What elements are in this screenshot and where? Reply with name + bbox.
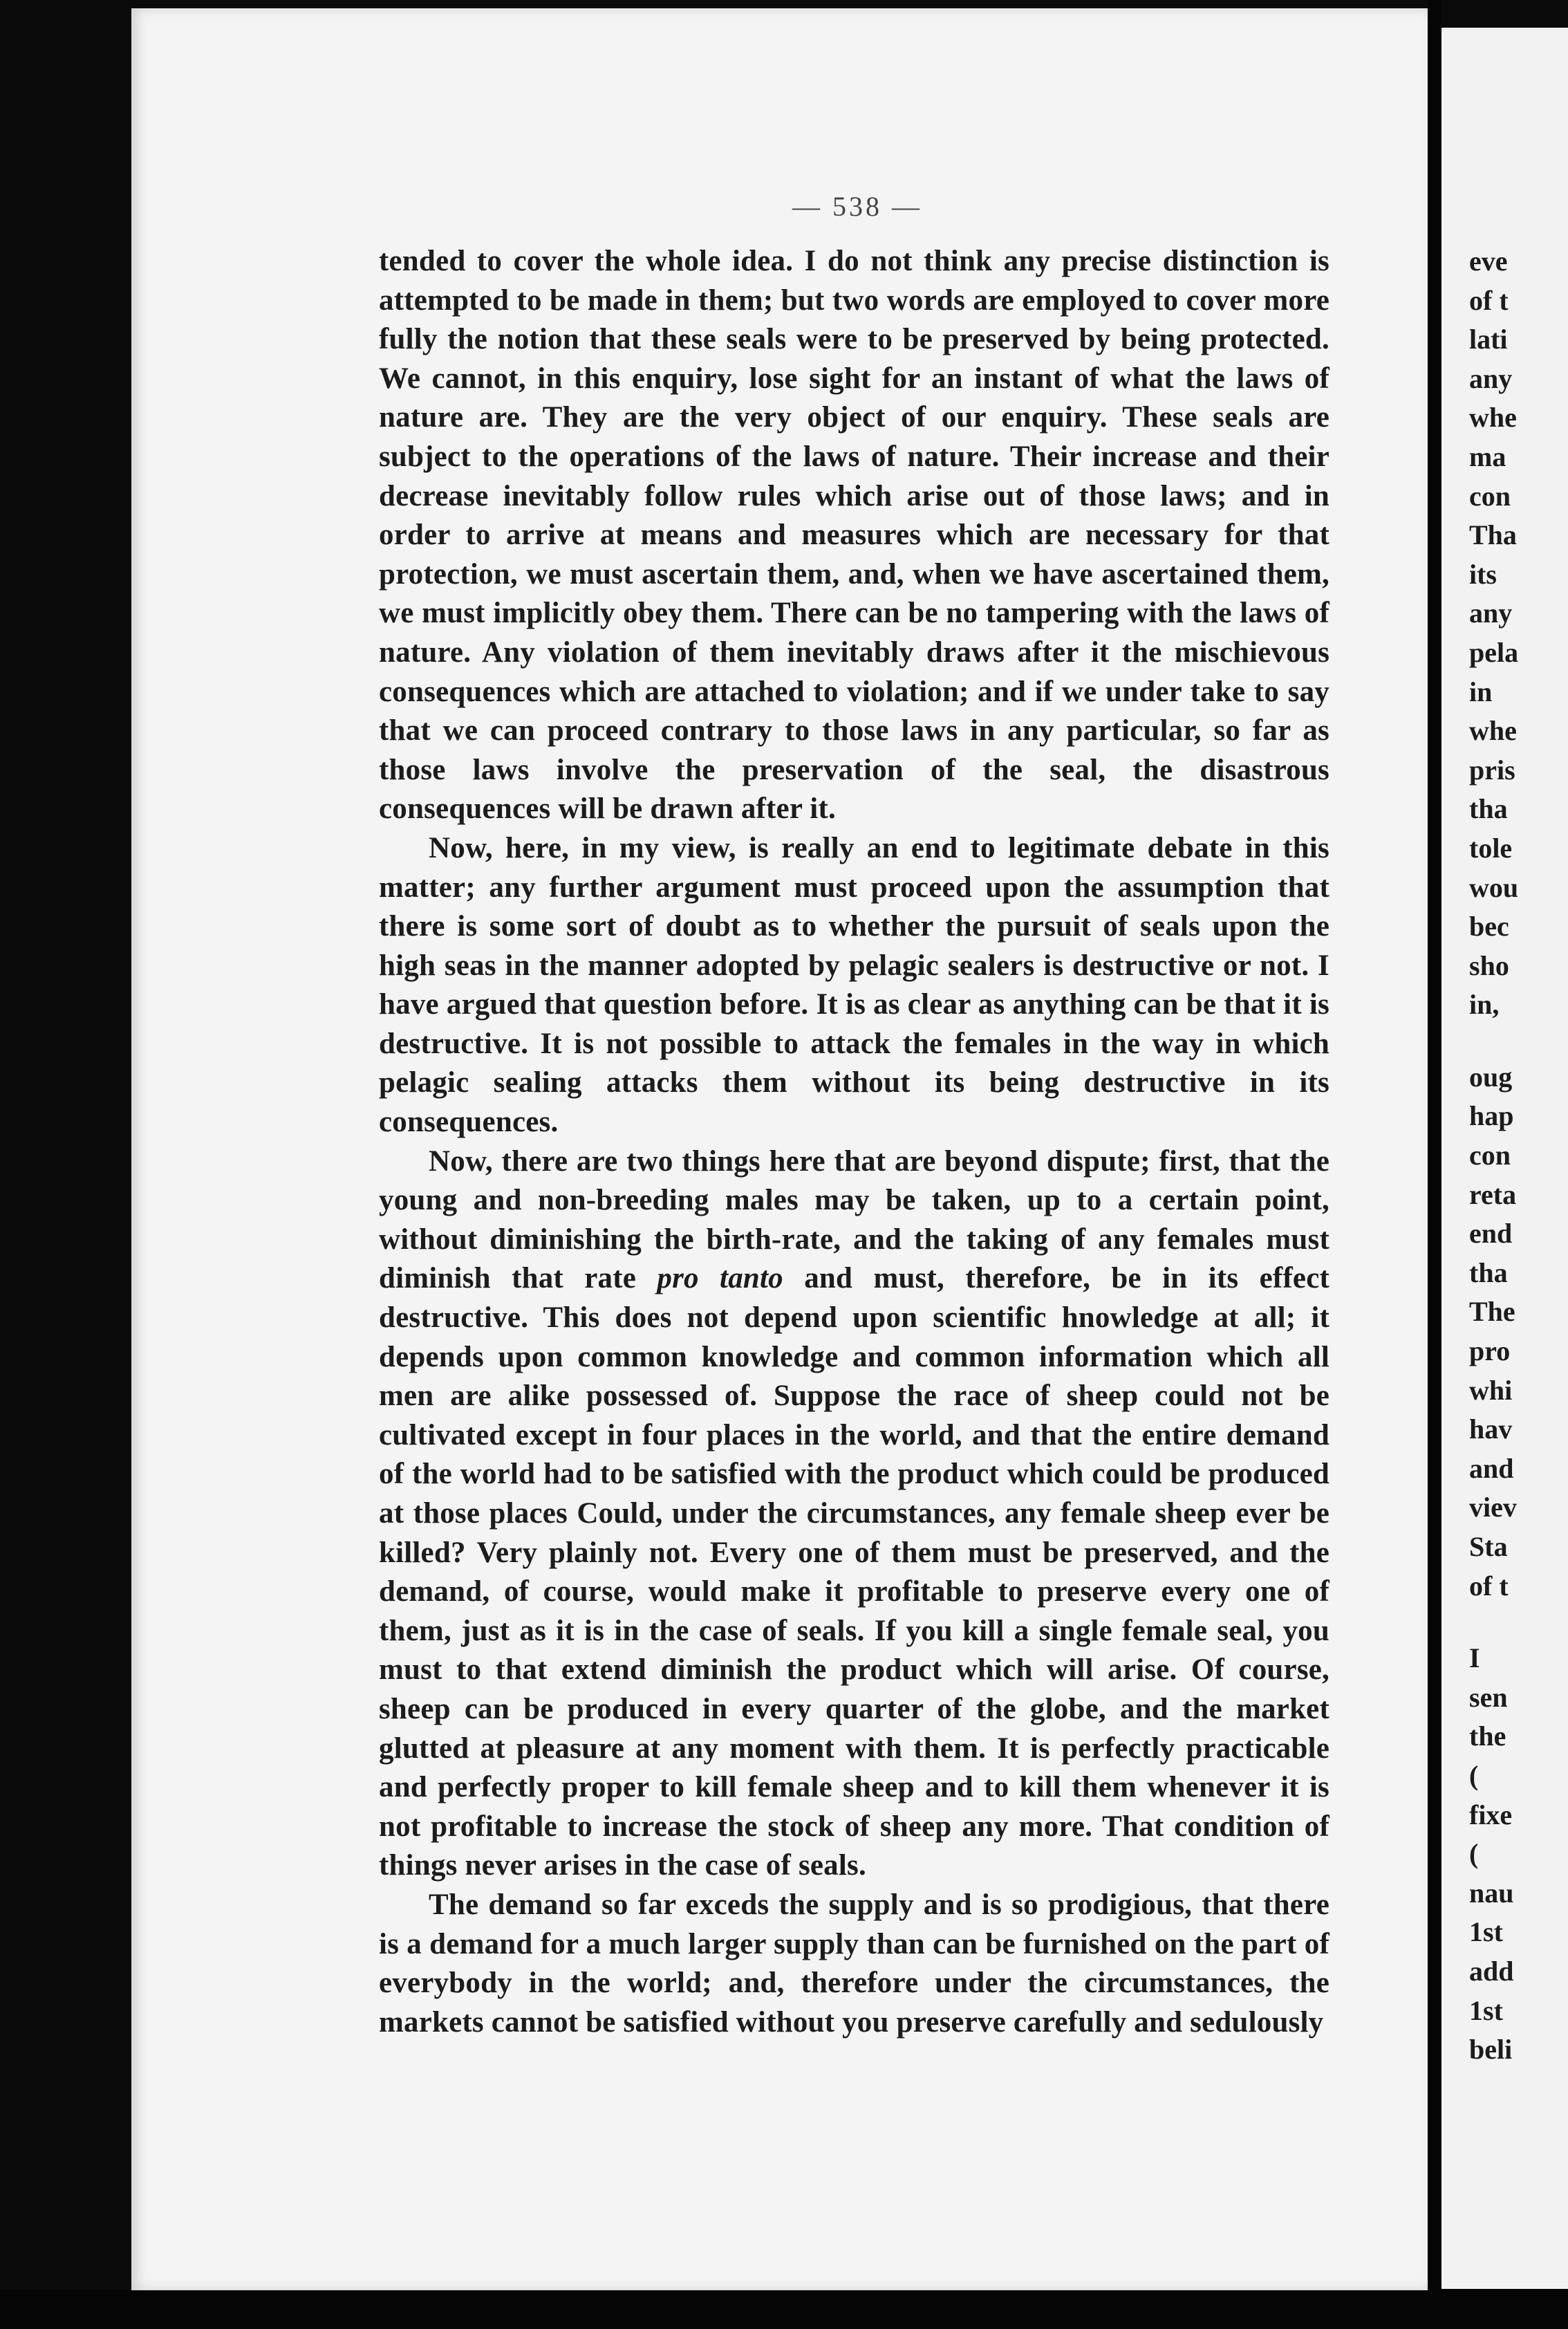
right-page-fragment: reta — [1469, 1178, 1517, 1210]
right-page-fragment: ( — [1469, 1838, 1479, 1870]
body-text — [379, 242, 1329, 2042]
right-page-fragment: lati — [1469, 324, 1508, 355]
right-page-fragment: Tha — [1469, 519, 1517, 551]
right-page-fragment: sho — [1469, 949, 1509, 981]
right-page-fragment: of t — [1469, 284, 1509, 316]
right-page-fragment: viev — [1469, 1492, 1517, 1523]
right-page-fragment: hap — [1469, 1100, 1514, 1132]
right-page-fragment: end — [1469, 1218, 1513, 1250]
book-gutter — [1428, 0, 1441, 2329]
right-page-fragment: con — [1469, 480, 1511, 512]
right-page-text-fragments — [1469, 242, 1518, 2070]
page-number: — 538 — — [792, 191, 922, 222]
right-page-fragment: add — [1469, 1955, 1514, 1987]
right-page-fragment: sen — [1469, 1681, 1508, 1713]
right-page-fragment: tha — [1469, 793, 1508, 825]
right-page-fragment: wou — [1469, 871, 1519, 903]
right-page-fragment: Sta — [1469, 1531, 1508, 1562]
right-page-fragment: nau — [1469, 1877, 1514, 1909]
right-page-fragment: eve — [1469, 245, 1508, 277]
right-page-fragment: tha — [1469, 1256, 1508, 1288]
right-page-fragment: of t — [1469, 1570, 1509, 1602]
right-page-fragment: hav — [1469, 1413, 1513, 1445]
right-page-fragment: fixe — [1469, 1799, 1513, 1830]
right-page-fragment: the — [1469, 1720, 1506, 1752]
fragment-gap — [1469, 1025, 1518, 1058]
scan-border — [0, 2290, 1568, 2329]
right-page-fragment: ma — [1469, 440, 1506, 472]
right-page-fragment: beli — [1469, 2034, 1513, 2066]
right-page-fragment: oug — [1469, 1061, 1513, 1093]
right-page-fragment: 1st — [1469, 1994, 1503, 2026]
right-page-fragment: ( — [1469, 1759, 1479, 1791]
paragraph-3-text-a: Now, there are two things here that are beyond dispute; first, that the young and non-breeding males may be taken, up to a certain point, without diminishing the birth-rate, and the taking of any females must diminish that rate — [379, 1144, 1329, 1295]
right-page-fragment: and — [1469, 1452, 1514, 1484]
right-page-fragment: con — [1469, 1140, 1511, 1171]
right-page-fragment: in — [1469, 676, 1493, 707]
right-page-fragment: 1st — [1469, 1916, 1503, 1948]
paragraph-4: The demand so far exceds the supply and is so prodigious, that there is a demand for a much larger supply than can be furnished on the part of everybody in the world; and, therefore under the circumstances, the markets cannot be satisfied without you preserve carefully and sedulously — [379, 1888, 1329, 2039]
right-page-fragment: any — [1469, 362, 1513, 394]
paragraph-3-text-b: and must, therefore, be in its effect destructive. This does not depend upon scientific hnowledge at all; it depends upon common knowledge and common information which all men are alike possessed of. Suppose the race of sheep could not be cultivated except in four places in the world, and that the entire demand of the world had to be satisfied with the product which could be produced at those places Could, under the circumstances, any female sheep ever be killed? Very plainly not. Every one of them must be preserved, and the demand, of course, would make it profitable to preserve every one of them, just as it is in the case of seals. If you kill a single female seal, you must to that extend diminish the product which will arise. Of course, sheep can be produced in every quarter of the globe, and the market glutted at pleasure at any moment with them. It is perfectly practicable and perfectly proper to kill female sheep and to kill them whenever it is not profitable to increase the stock of sheep any more. That condition of things never arises in the case of seals. — [379, 1262, 1330, 1882]
right-page-fragment: bec — [1469, 911, 1509, 943]
right-page-fragment: pela — [1469, 636, 1519, 668]
right-page-fragment: whe — [1469, 402, 1517, 434]
right-page-fragment: whi — [1469, 1374, 1513, 1406]
right-page-fragment: pris — [1469, 754, 1515, 786]
right-page-fragment: its — [1469, 558, 1497, 590]
right-page-fragment: I — [1469, 1642, 1480, 1674]
paragraph-1: tended to cover the whole idea. I do not think any precise distinction is attempted to be made in them; but two words are employed to cover more fully the notion that these seals were to be preserved by being protected. We cannot, in this enquiry, lose sight for an instant of what the laws of nature are. They are the very object of our enquiry. These seals are subject to the operations of the laws of nature. Their increase and their decrease inevitably follow rules which arise out of those laws; and in order to arrive at means and measures which are necessary for that protection, we must ascertain them, and, when we have ascertained them, we must implicitly obey them. There can be no tampering with the laws of nature. Any violation of them inevitably draws after it the mischievous consequences which are attached to violation; and if we under take to say that we can proceed contrary to those laws in any particular, so far as those laws involve the preservation of the seal, the disastrous consequences will be drawn after it. — [379, 245, 1329, 826]
italic-phrase: pro tanto — [657, 1262, 783, 1295]
right-page-fragment: any — [1469, 597, 1513, 629]
right-page-fragment: pro — [1469, 1335, 1511, 1367]
right-page-fragment: in, — [1469, 989, 1500, 1021]
fragment-gap — [1469, 1606, 1518, 1639]
right-page-fragment: The — [1469, 1296, 1515, 1328]
paragraph-2: Now, here, in my view, is really an end to legitimate debate in this matter; any further argument must proceed upon the assumption that there is some sort of doubt as to whether the pursuit of seals upon the high seas in the manner adopted by pelagic sealers is destructive or not. I have argued that question before. It is as clear as anything can be that it is destructive. It is not possible to attack the females in the way in which pelagic sealing attacks them without its being destructive in its consequences. — [379, 831, 1329, 1139]
right-page-fragment: whe — [1469, 715, 1517, 747]
paragraph-3 — [379, 1142, 1329, 1886]
right-page-fragment: tole — [1469, 832, 1513, 864]
